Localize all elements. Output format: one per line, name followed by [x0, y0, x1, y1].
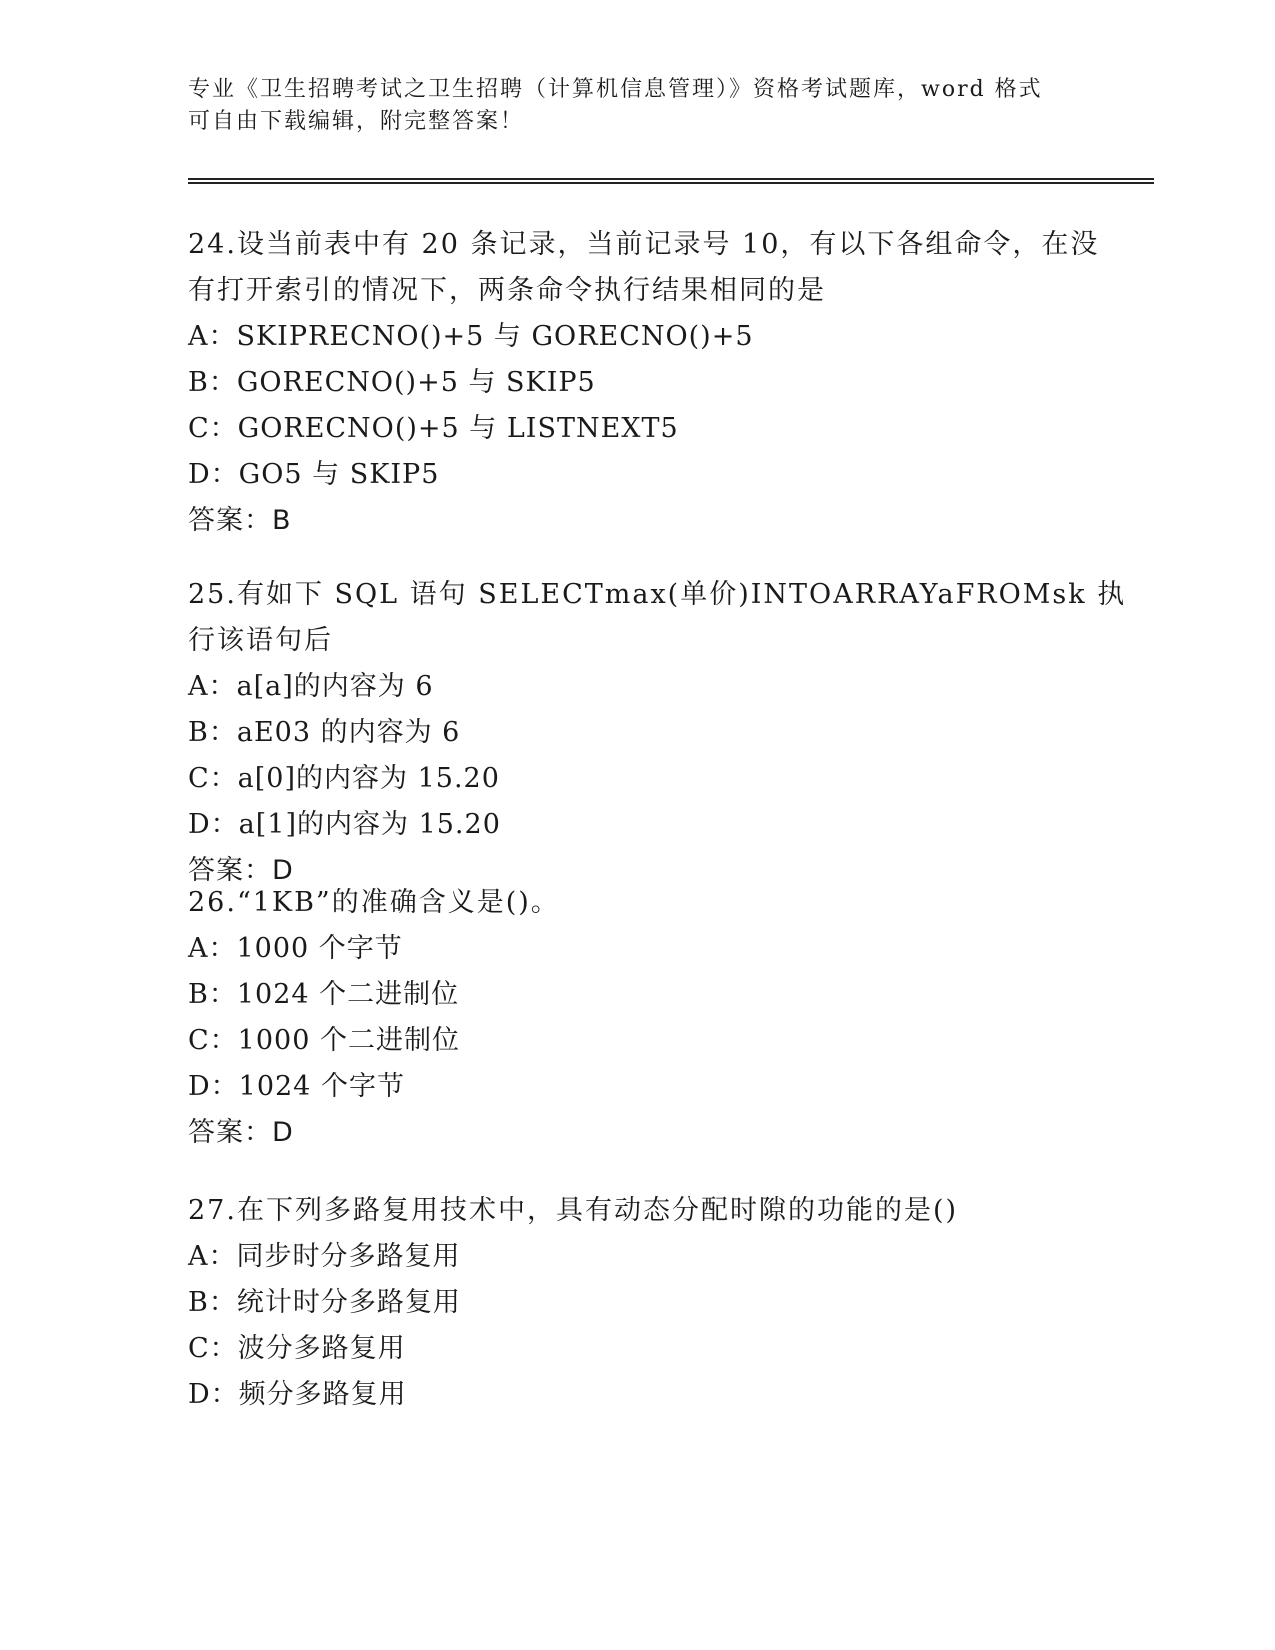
- question-stem-line-1: 27.在下列多路复用技术中，具有动态分配时隙的功能的是(): [188, 1195, 959, 1226]
- option-c: C：GORECNO()+5 与 LISTNEXT5: [188, 413, 679, 444]
- option-b: B：统计时分多路复用: [188, 1287, 461, 1318]
- option-d: D：频分多路复用: [188, 1379, 407, 1410]
- option-d: D：1024 个字节: [188, 1071, 405, 1102]
- question-24: [188, 222, 1148, 544]
- answer: 答案：B: [188, 505, 292, 536]
- answer: 答案：D: [188, 855, 294, 886]
- option-a: A：a[a]的内容为 6: [188, 671, 434, 702]
- question-26: [188, 880, 1148, 1156]
- question-stem-line-2: 有打开索引的情况下，两条命令执行结果相同的是: [188, 275, 826, 306]
- answer: 答案：D: [188, 1117, 294, 1148]
- option-c: C：1000 个二进制位: [188, 1025, 460, 1056]
- option-c: C：波分多路复用: [188, 1333, 406, 1364]
- option-a: A：同步时分多路复用: [188, 1241, 461, 1272]
- header-line-1: 专业《卫生招聘考试之卫生招聘（计算机信息管理）》资格考试题库，word 格式: [188, 77, 1043, 102]
- question-stem-line-1: 25.有如下 SQL 语句 SELECTmax(单价)INTOARRAYaFROMsk 执行该语句后: [188, 579, 1127, 656]
- question-25: [188, 572, 1148, 894]
- option-a: A：SKIPRECNO()+5 与 GORECNO()+5: [188, 321, 754, 352]
- option-a: A：1000 个字节: [188, 933, 403, 964]
- question-stem-line-1: 24.设当前表中有 20 条记录，当前记录号 10，有以下各组命令，在没: [188, 229, 1100, 260]
- header-double-rule: [188, 178, 1154, 184]
- option-b: B：1024 个二进制位: [188, 979, 460, 1010]
- question-27: [188, 1188, 1148, 1418]
- document-header: [188, 74, 1088, 138]
- header-line-2: 可自由下载编辑，附完整答案！: [188, 109, 525, 134]
- option-b: B：aE03 的内容为 6: [188, 717, 461, 748]
- option-d: D：GO5 与 SKIP5: [188, 459, 440, 490]
- option-c: C：a[0]的内容为 15.20: [188, 763, 500, 794]
- option-b: B：GORECNO()+5 与 SKIP5: [188, 367, 596, 398]
- option-d: D：a[1]的内容为 15.20: [188, 809, 501, 840]
- question-stem-line-1: 26.“1KB”的准确含义是()。: [188, 887, 560, 918]
